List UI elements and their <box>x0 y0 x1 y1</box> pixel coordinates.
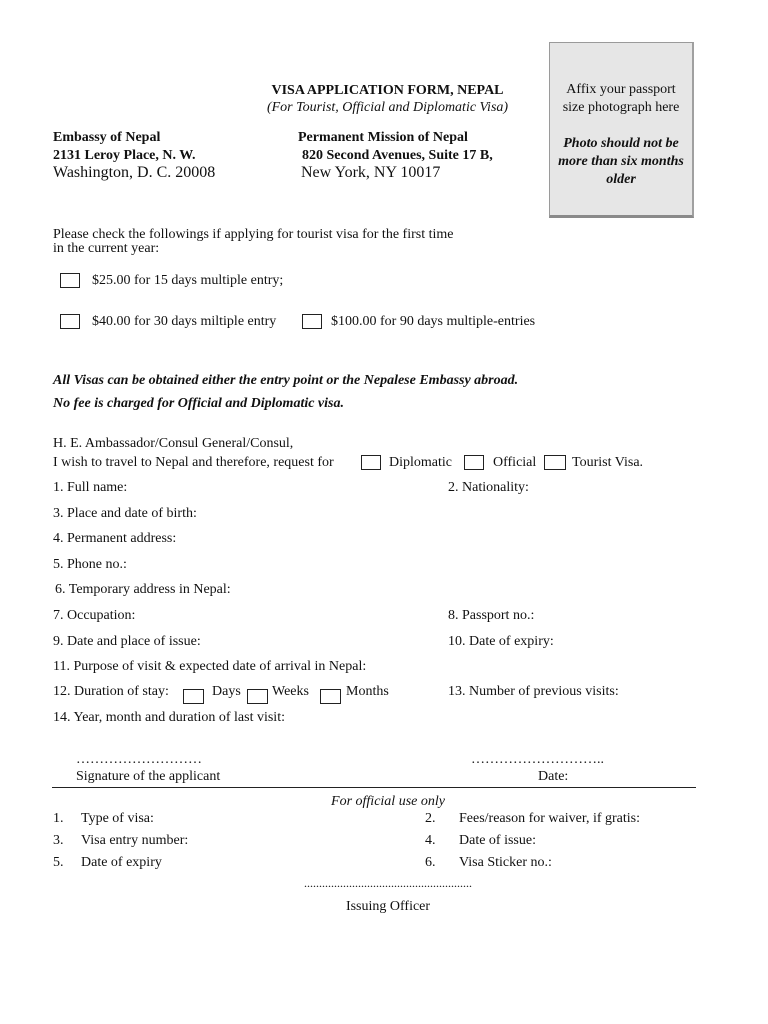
mission-city: New York, NY 10017 <box>301 164 441 181</box>
mission-name: Permanent Mission of Nepal <box>298 130 468 145</box>
fee-40-checkbox[interactable] <box>60 314 80 329</box>
tourist-intro-line1: Please check the followings if applying for tourist visa for the first time <box>53 227 454 242</box>
tourist-label: Tourist Visa. <box>572 455 644 470</box>
official-item-6-num: 6. <box>425 855 436 870</box>
official-label: Official <box>493 455 537 470</box>
field-permanent-address: 4. Permanent address: <box>53 531 177 546</box>
photo-instruction-line2: size photograph here <box>562 100 680 115</box>
mission-street: 820 Second Avenues, Suite 17 B, <box>302 148 493 163</box>
signature-label: Signature of the applicant <box>76 769 221 784</box>
field-previous-visits: 13. Number of previous visits: <box>448 684 619 699</box>
field-birth: 3. Place and date of birth: <box>53 506 197 521</box>
officer-dots: ........................................................ <box>304 876 472 890</box>
official-date-of-issue: Date of issue: <box>459 833 536 848</box>
fee-25-label: $25.00 for 15 days multiple entry; <box>92 273 284 288</box>
field-issue: 9. Date and place of issue: <box>53 634 201 649</box>
request-text: I wish to travel to Nepal and therefore, request for <box>53 455 334 470</box>
official-sticker-no: Visa Sticker no.: <box>459 855 552 870</box>
official-date-of-expiry: Date of expiry <box>81 855 162 870</box>
official-fees: Fees/reason for waiver, if gratis: <box>459 811 640 826</box>
duration-weeks-checkbox[interactable] <box>247 689 268 704</box>
duration-months-label: Months <box>346 684 389 699</box>
tourist-checkbox[interactable] <box>544 455 566 470</box>
form-subtitle: (For Tourist, Official and Diplomatic Visa) <box>266 100 509 115</box>
official-entry-number: Visa entry number: <box>81 833 189 848</box>
field-nationality: 2. Nationality: <box>448 480 529 495</box>
photo-note-line3: older <box>606 172 636 187</box>
official-type-of-visa: Type of visa: <box>81 811 154 826</box>
official-use-title: For official use only <box>331 794 445 809</box>
field-phone: 5. Phone no.: <box>53 557 127 572</box>
duration-days-checkbox[interactable] <box>183 689 204 704</box>
field-temporary-address: 6. Temporary address in Nepal: <box>55 582 231 597</box>
official-checkbox[interactable] <box>464 455 484 470</box>
fee-40-label: $40.00 for 30 days miltiple entry <box>92 314 277 329</box>
notice-line1: All Visas can be obtained either the entry point or the Nepalese Embassy abroad. <box>53 373 519 388</box>
official-item-4-num: 4. <box>425 833 436 848</box>
embassy-street: 2131 Leroy Place, N. W. <box>53 148 196 163</box>
duration-months-checkbox[interactable] <box>320 689 341 704</box>
photo-placeholder <box>549 42 694 218</box>
tourist-intro-line2: in the current year: <box>53 241 160 256</box>
field-last-visit: 14. Year, month and duration of last visit: <box>53 710 285 725</box>
date-dots: ……………………….. <box>471 752 604 767</box>
date-label: Date: <box>538 769 569 784</box>
duration-weeks-label: Weeks <box>272 684 309 699</box>
divider <box>52 787 696 788</box>
diplomatic-label: Diplomatic <box>389 455 452 470</box>
fee-25-checkbox[interactable] <box>60 273 80 288</box>
field-expiry: 10. Date of expiry: <box>448 634 554 649</box>
field-full-name: 1. Full name: <box>53 480 128 495</box>
notice-line2: No fee is charged for Official and Diplomatic visa. <box>53 396 344 411</box>
photo-instruction-line1: Affix your passport <box>566 82 676 97</box>
duration-days-label: Days <box>212 684 241 699</box>
embassy-name: Embassy of Nepal <box>53 130 161 145</box>
embassy-city: Washington, D. C. 20008 <box>53 164 216 181</box>
signature-dots: ……………………… <box>76 752 202 767</box>
photo-note-line2: more than six months <box>558 154 684 169</box>
fee-100-checkbox[interactable] <box>302 314 322 329</box>
salutation: H. E. Ambassador/Consul General/Consul, <box>53 436 294 451</box>
officer-label: Issuing Officer <box>345 899 431 914</box>
official-item-5-num: 5. <box>53 855 64 870</box>
photo-note-line1: Photo should not be <box>563 136 679 151</box>
field-duration: 12. Duration of stay: <box>53 684 169 699</box>
official-item-3-num: 3. <box>53 833 64 848</box>
form-title: VISA APPLICATION FORM, NEPAL <box>271 83 504 98</box>
official-item-2-num: 2. <box>425 811 436 826</box>
field-purpose: 11. Purpose of visit & expected date of arrival in Nepal: <box>53 659 367 674</box>
fee-100-label: $100.00 for 90 days multiple-entries <box>331 314 536 329</box>
official-item-1-num: 1. <box>53 811 64 826</box>
field-passport-no: 8. Passport no.: <box>448 608 535 623</box>
diplomatic-checkbox[interactable] <box>361 455 381 470</box>
field-occupation: 7. Occupation: <box>53 608 136 623</box>
